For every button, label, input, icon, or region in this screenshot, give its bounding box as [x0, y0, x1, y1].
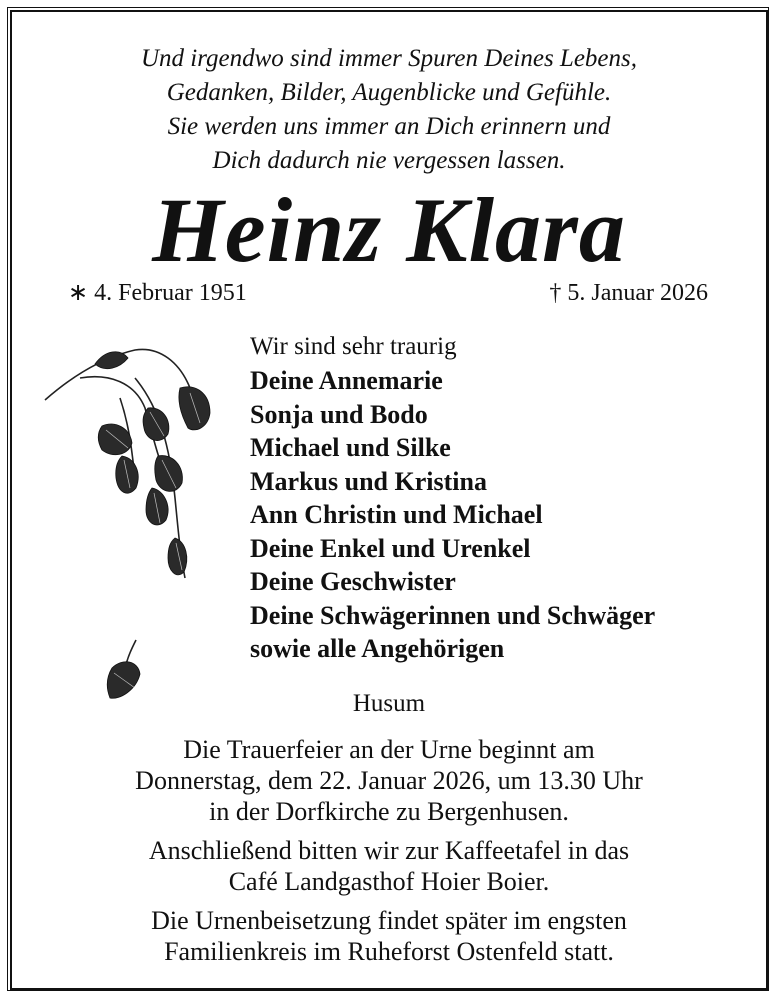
ceremony-line: Die Trauerfeier an der Urne beginnt am	[183, 735, 595, 764]
motto-line: Gedanken, Bilder, Augenblicke und Gefühle.	[166, 79, 612, 106]
motto-line: Sie werden uns immer an Dich erinnern und	[167, 113, 611, 140]
mourner-entry: Ann Christin und Michael	[250, 500, 543, 529]
place-name: Husum	[352, 690, 426, 717]
mourner-entry: Deine Annemarie	[250, 366, 443, 395]
death-date: † 5. Januar 2026	[549, 280, 708, 306]
mourner-entry: Markus und Kristina	[250, 466, 487, 496]
mourner-entry: Michael und Silke	[250, 433, 451, 462]
service-info	[0, 734, 778, 967]
motto-line: Dich dadurch nie vergessen lassen.	[212, 147, 566, 174]
ceremony-line: in der Dorfkirche zu Bergenhusen.	[209, 797, 569, 826]
mourner-entry: Deine Enkel und Urenkel	[250, 533, 531, 563]
motto	[0, 42, 778, 178]
reception-line: Anschließend bitten wir zur Kaffeetafel in das	[148, 836, 630, 865]
ceremony-line: Donnerstag, dem 22. Januar 2026, um 13.30 Uhr	[135, 766, 643, 795]
mourner-entry: Deine Schwägerinnen und Schwäger	[250, 600, 656, 630]
spacer	[0, 897, 778, 905]
motto-line: Und irgendwo sind immer Spuren Deines Lebens,	[140, 45, 638, 72]
birth-date: ∗ 4. Februar 1951	[68, 280, 247, 306]
mourner-entry: sowie alle Angehörigen	[250, 634, 505, 663]
reception-line: Café Landgasthof Hoier Boier.	[228, 867, 550, 896]
birch-leaves-icon	[40, 338, 230, 718]
burial-line: Die Urnenbeisetzung findet später im engsten	[151, 906, 627, 935]
mourners-intro: Wir sind sehr traurig	[250, 333, 457, 360]
mourner-entry: Deine Geschwister	[250, 567, 456, 596]
mourners-list	[250, 330, 655, 666]
mourner-entry: Sonja und Bodo	[250, 399, 428, 429]
spacer	[0, 827, 778, 835]
burial-line: Familienkreis im Ruheforst Ostenfeld statt.	[164, 937, 614, 966]
deceased-name: Heinz Klara	[152, 179, 626, 281]
